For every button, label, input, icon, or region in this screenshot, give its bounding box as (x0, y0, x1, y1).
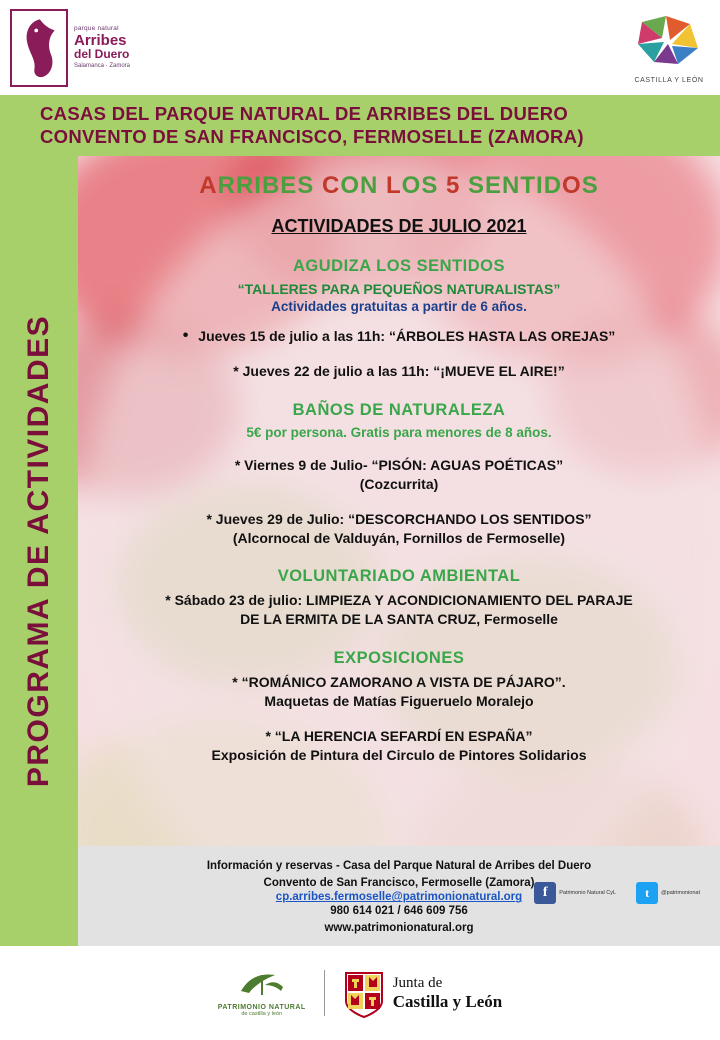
activity-text: * Sábado 23 de julio: LIMPIEZA Y ACONDICIONAMIENTO DEL PARAJE (165, 592, 633, 609)
activity-item (92, 727, 706, 765)
twitter-link[interactable] (636, 882, 700, 904)
activity-item (92, 591, 706, 629)
section-subtitle: “TALLERES PARA PEQUEÑOS NATURALISTAS” (237, 281, 561, 297)
activity-text: Jueves 15 de julio a las 11h: “ÁRBOLES HASTA LAS OREJAS” (198, 328, 616, 344)
contact-info-strip (78, 846, 720, 946)
title-line-2: CONVENTO DE SAN FRANCISCO, FERMOSELLE (ZAMORA) (40, 126, 584, 148)
arribes-bird-icon (10, 9, 68, 87)
activity-text: * Viernes 9 de Julio- “PISÓN: AGUAS POÉTICAS” (234, 456, 564, 473)
programa-de-actividades-label: PROGRAMA DE ACTIVIDADES (22, 314, 55, 788)
arribes-logo-line2: Arribes (74, 31, 127, 49)
poster-content (78, 156, 720, 765)
title-band (0, 95, 720, 157)
activity-item (92, 362, 706, 381)
junta-line2: Castilla y León (392, 991, 503, 1011)
activity-item (92, 328, 706, 344)
social-links (534, 882, 700, 904)
junta-castilla-leon-logo (343, 967, 503, 1019)
activities-subheading: ACTIVIDADES DE JULIO 2021 (271, 216, 527, 236)
top-header (0, 0, 720, 95)
castilla-y-leon-logo (632, 12, 706, 84)
info-line-2: Convento de San Francisco, Fermoselle (Zamora) (263, 876, 535, 889)
left-vertical-band (0, 156, 78, 946)
section-exposiciones (92, 649, 706, 765)
contact-website[interactable]: www.patrimonionatural.org (324, 922, 474, 935)
twitter-label: @patrimonionat (661, 890, 700, 896)
footer-logos (0, 946, 720, 1040)
activity-detail: Exposición de Pintura del Circulo de Pintores Solidarios (211, 746, 587, 763)
section-title: AGUDIZA LOS SENTIDOS (293, 257, 505, 275)
section-agudiza-los-sentidos (92, 257, 706, 381)
facebook-icon: f (534, 882, 556, 904)
poster-headline: ARRIBES CON LOS 5 SENTIDOS (199, 172, 599, 199)
castilla-y-leon-caption: CASTILLA Y LEÓN (634, 76, 704, 84)
activity-text: * Jueves 29 de Julio: “DESCORCHANDO LOS SENTIDOS” (206, 510, 592, 527)
star-burst-icon (632, 12, 706, 70)
tree-icon (235, 969, 289, 999)
section-fee: 5€ por persona. Gratis para menores de 8 años. (246, 424, 552, 440)
contact-email-link[interactable]: cp.arribes.fermoselle@patrimonionatural.org (275, 891, 523, 904)
title-line-1: CASAS DEL PARQUE NATURAL DE ARRIBES DEL DUERO (40, 103, 569, 124)
twitter-icon: t (636, 882, 658, 904)
arribes-logo-line3: del Duero (74, 47, 130, 62)
junta-line1: Junta de (392, 974, 443, 991)
activity-item (92, 673, 706, 711)
section-title: EXPOSICIONES (333, 649, 465, 668)
section-note: Actividades gratuitas a partir de 6 años. (271, 299, 527, 314)
activity-location: (Alcornocal de Valduyán, Fornillos de Fermoselle) (232, 529, 566, 546)
arribes-logo-line1: parque natural (74, 24, 119, 32)
footer-divider (324, 970, 325, 1016)
bullet-icon: • (182, 327, 189, 344)
activity-text: * “LA HERENCIA SEFARDÍ EN ESPAÑA” (265, 728, 533, 745)
activity-item (92, 456, 706, 494)
section-voluntariado-ambiental (92, 567, 706, 629)
activity-text: * “ROMÁNICO ZAMORANO A VISTA DE PÁJARO”. (232, 674, 566, 691)
patrimonio-natural-line1: PATRIMONIO NATURAL (217, 1004, 306, 1011)
facebook-link[interactable] (534, 882, 616, 904)
contact-phones: 980 614 021 / 646 609 756 (330, 905, 468, 918)
activity-text: * Jueves 22 de julio a las 11h: “¡MUEVE EL AIRE!” (233, 363, 565, 379)
section-title: VOLUNTARIADO AMBIENTAL (277, 567, 521, 586)
activity-detail: Maquetas de Matías Figueruelo Moralejo (264, 693, 534, 710)
patrimonio-natural-line2: de castilla y león (241, 1011, 283, 1017)
activity-item (92, 510, 706, 548)
coat-of-arms-icon (343, 967, 385, 1019)
activity-location: DE LA ERMITA DE LA SANTA CRUZ, Fermoselle (240, 611, 558, 628)
activity-location: (Cozcurrita) (359, 475, 439, 492)
arribes-logo-line4: Salamanca · Zamora (74, 62, 131, 69)
poster-body (78, 156, 720, 946)
info-line-1: Información y reservas - Casa del Parque Natural de Arribes del Duero (206, 860, 592, 872)
facebook-label: Patrimonio Natural CyL (559, 890, 617, 896)
section-title: BAÑOS DE NATURALEZA (292, 400, 506, 419)
patrimonio-natural-logo (218, 969, 306, 1017)
section-banos-de-naturaleza (92, 401, 706, 548)
arribes-logo (10, 9, 130, 87)
